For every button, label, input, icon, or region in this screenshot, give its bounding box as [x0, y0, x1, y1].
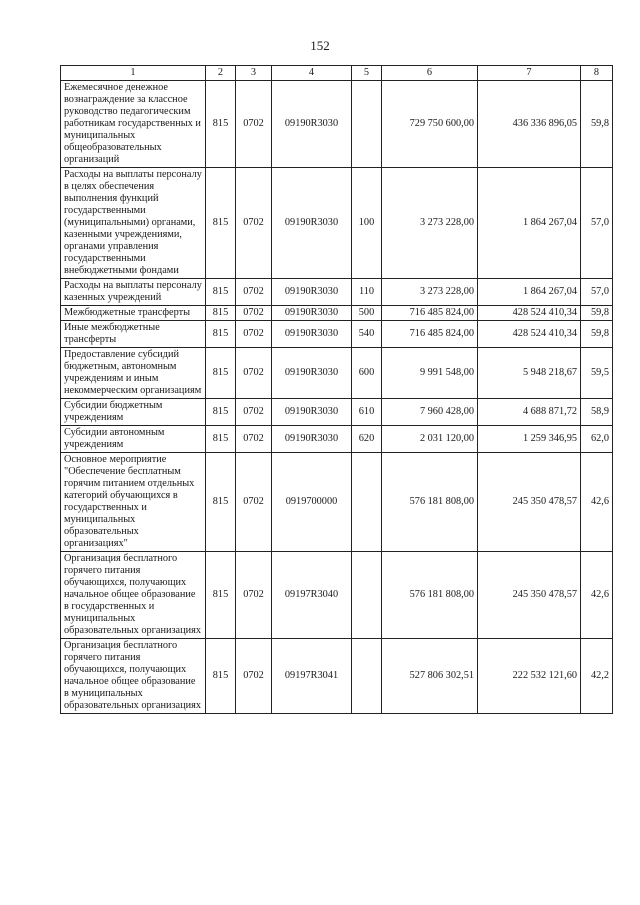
- planned-amount-cell: 576 181 808,00: [382, 453, 478, 552]
- section-code-cell: 0702: [236, 348, 272, 399]
- expense-type-cell: 600: [352, 348, 382, 399]
- executed-amount-cell: 428 524 410,34: [478, 306, 581, 321]
- row-name-cell: Ежемесячное денежное вознаграждение за классное руководство педагогическим работникам государственных и муниципальных общеобразовательных организаций: [61, 81, 206, 168]
- admin-code-cell: 815: [206, 321, 236, 348]
- admin-code-cell: 815: [206, 306, 236, 321]
- target-article-cell: 09190R3030: [272, 321, 352, 348]
- target-article-cell: 09190R3030: [272, 81, 352, 168]
- section-code-cell: 0702: [236, 306, 272, 321]
- table-row: [61, 306, 613, 321]
- expense-type-cell: 110: [352, 279, 382, 306]
- row-name-cell: Организация бесплатного горячего питания обучающихся, получающих начальное общее образование в государственных и муниципальных образовательных организациях: [61, 552, 206, 639]
- header-cell: 3: [236, 66, 272, 81]
- planned-amount-cell: 9 991 548,00: [382, 348, 478, 399]
- expense-type-cell: 500: [352, 306, 382, 321]
- execution-percent-cell: 57,0: [581, 279, 613, 306]
- section-code-cell: 0702: [236, 321, 272, 348]
- target-article-cell: 09197R3040: [272, 552, 352, 639]
- executed-amount-cell: 1 864 267,04: [478, 279, 581, 306]
- row-name-cell: Иные межбюджетные трансферты: [61, 321, 206, 348]
- table-row: [61, 321, 613, 348]
- target-article-cell: 09190R3030: [272, 399, 352, 426]
- execution-percent-cell: 59,8: [581, 306, 613, 321]
- header-cell: 6: [382, 66, 478, 81]
- section-code-cell: 0702: [236, 453, 272, 552]
- execution-percent-cell: 62,0: [581, 426, 613, 453]
- table-body: [61, 81, 613, 714]
- executed-amount-cell: 436 336 896,05: [478, 81, 581, 168]
- planned-amount-cell: 3 273 228,00: [382, 279, 478, 306]
- planned-amount-cell: 729 750 600,00: [382, 81, 478, 168]
- execution-percent-cell: 59,8: [581, 321, 613, 348]
- table-row: [61, 552, 613, 639]
- row-name-cell: Субсидии бюджетным учреждениям: [61, 399, 206, 426]
- row-name-cell: Межбюджетные трансферты: [61, 306, 206, 321]
- table-row: [61, 453, 613, 552]
- row-name-cell: Организация бесплатного горячего питания обучающихся, получающих начальное общее образование в муниципальных образовательных организациях: [61, 639, 206, 714]
- section-code-cell: 0702: [236, 81, 272, 168]
- section-code-cell: 0702: [236, 399, 272, 426]
- table-row: [61, 168, 613, 279]
- admin-code-cell: 815: [206, 639, 236, 714]
- executed-amount-cell: 428 524 410,34: [478, 321, 581, 348]
- admin-code-cell: 815: [206, 348, 236, 399]
- executed-amount-cell: 5 948 218,67: [478, 348, 581, 399]
- row-name-cell: Предоставление субсидий бюджетным, автономным учреждениям и иным некоммерческим организациям: [61, 348, 206, 399]
- row-name-cell: Основное мероприятие "Обеспечение бесплатным горячим питанием отдельных категорий обучающихся в государственных и муниципальных образовательных организациях": [61, 453, 206, 552]
- section-code-cell: 0702: [236, 168, 272, 279]
- executed-amount-cell: 245 350 478,57: [478, 552, 581, 639]
- executed-amount-cell: 1 864 267,04: [478, 168, 581, 279]
- execution-percent-cell: 42,6: [581, 552, 613, 639]
- execution-percent-cell: 59,5: [581, 348, 613, 399]
- admin-code-cell: 815: [206, 279, 236, 306]
- execution-percent-cell: 58,9: [581, 399, 613, 426]
- section-code-cell: 0702: [236, 552, 272, 639]
- admin-code-cell: 815: [206, 399, 236, 426]
- expense-type-cell: 100: [352, 168, 382, 279]
- table-row: [61, 639, 613, 714]
- budget-table: [60, 65, 613, 714]
- expense-type-cell: [352, 639, 382, 714]
- header-cell: 2: [206, 66, 236, 81]
- planned-amount-cell: 716 485 824,00: [382, 321, 478, 348]
- execution-percent-cell: 42,2: [581, 639, 613, 714]
- expense-type-cell: [352, 81, 382, 168]
- target-article-cell: 09190R3030: [272, 426, 352, 453]
- page-number: 152: [310, 38, 330, 53]
- section-code-cell: 0702: [236, 279, 272, 306]
- target-article-cell: 09197R3041: [272, 639, 352, 714]
- execution-percent-cell: 59,8: [581, 81, 613, 168]
- planned-amount-cell: 716 485 824,00: [382, 306, 478, 321]
- target-article-cell: 09190R3030: [272, 348, 352, 399]
- header-cell: 8: [581, 66, 613, 81]
- target-article-cell: 0919700000: [272, 453, 352, 552]
- expense-type-cell: 620: [352, 426, 382, 453]
- planned-amount-cell: 3 273 228,00: [382, 168, 478, 279]
- planned-amount-cell: 576 181 808,00: [382, 552, 478, 639]
- header-cell: 1: [61, 66, 206, 81]
- admin-code-cell: 815: [206, 426, 236, 453]
- planned-amount-cell: 7 960 428,00: [382, 399, 478, 426]
- admin-code-cell: 815: [206, 81, 236, 168]
- table-row: [61, 81, 613, 168]
- executed-amount-cell: 222 532 121,60: [478, 639, 581, 714]
- executed-amount-cell: 245 350 478,57: [478, 453, 581, 552]
- table-header-row: [61, 66, 613, 81]
- admin-code-cell: 815: [206, 453, 236, 552]
- table-row: [61, 399, 613, 426]
- table-row: [61, 279, 613, 306]
- header-cell: 5: [352, 66, 382, 81]
- expense-type-cell: [352, 552, 382, 639]
- admin-code-cell: 815: [206, 552, 236, 639]
- admin-code-cell: 815: [206, 168, 236, 279]
- planned-amount-cell: 527 806 302,51: [382, 639, 478, 714]
- execution-percent-cell: 42,6: [581, 453, 613, 552]
- row-name-cell: Расходы на выплаты персоналу казенных учреждений: [61, 279, 206, 306]
- expense-type-cell: [352, 453, 382, 552]
- row-name-cell: Субсидии автономным учреждениям: [61, 426, 206, 453]
- header-cell: 7: [478, 66, 581, 81]
- section-code-cell: 0702: [236, 426, 272, 453]
- table-row: [61, 348, 613, 399]
- target-article-cell: 09190R3030: [272, 279, 352, 306]
- header-cell: 4: [272, 66, 352, 81]
- executed-amount-cell: 1 259 346,95: [478, 426, 581, 453]
- execution-percent-cell: 57,0: [581, 168, 613, 279]
- expense-type-cell: 610: [352, 399, 382, 426]
- planned-amount-cell: 2 031 120,00: [382, 426, 478, 453]
- row-name-cell: Расходы на выплаты персоналу в целях обеспечения выполнения функций государственными (муниципальными) органами, казенными учреждениями, органами управления государственными внебюджетными фондами: [61, 168, 206, 279]
- target-article-cell: 09190R3030: [272, 168, 352, 279]
- target-article-cell: 09190R3030: [272, 306, 352, 321]
- executed-amount-cell: 4 688 871,72: [478, 399, 581, 426]
- expense-type-cell: 540: [352, 321, 382, 348]
- table-row: [61, 426, 613, 453]
- section-code-cell: 0702: [236, 639, 272, 714]
